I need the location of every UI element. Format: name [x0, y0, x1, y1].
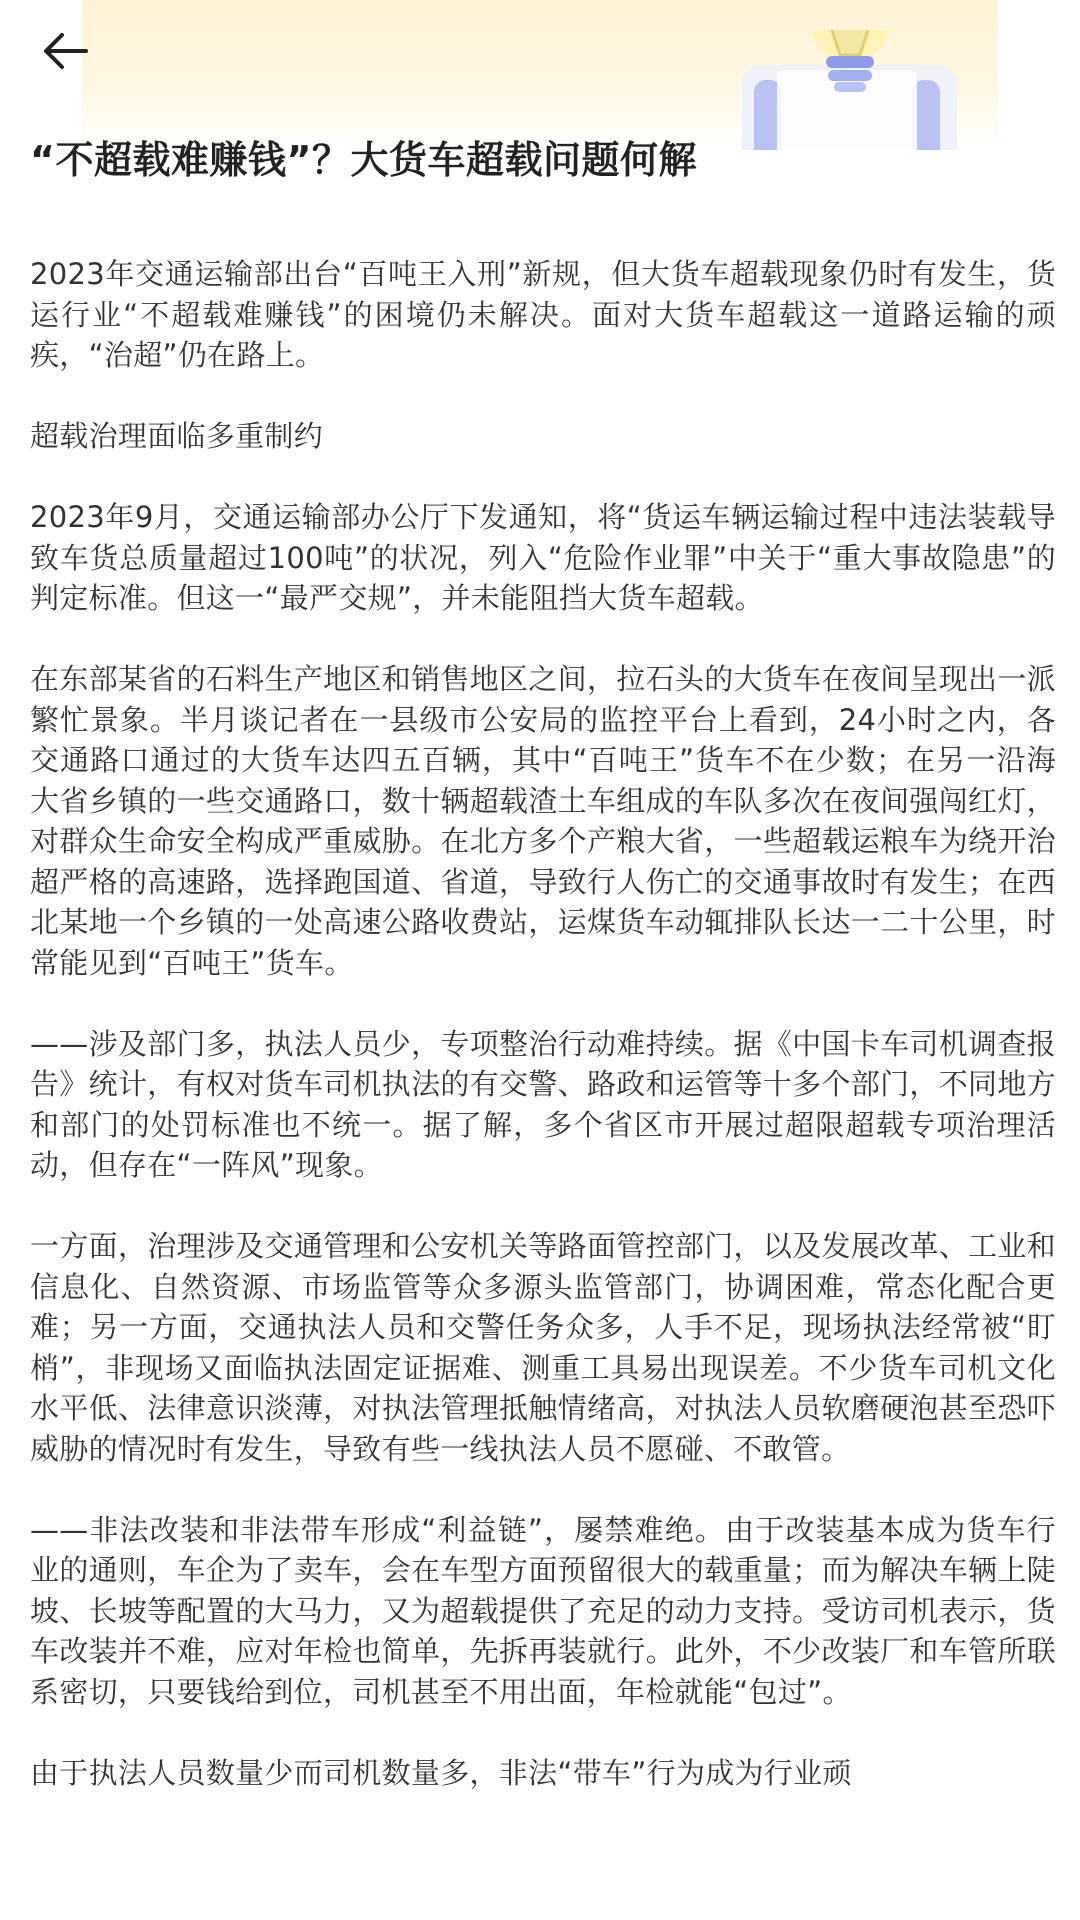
- article-title: “不超载难赚钱”？大货车超载问题何解: [30, 138, 697, 182]
- article-paragraph: ——涉及部门多，执法人员少，专项整治行动难持续。据《中国卡车司机调查报告》统计，有权对货车司机执法的有交警、路政和运管等十多个部门，不同地方和部门的处罚标准也不统一。据了解，多个省区市开展过超限超载专项治理活动，但存在“一阵风”现象。: [30, 1026, 1056, 1182]
- article: [30, 132, 1056, 1834]
- article-paragraph: 2023年交通运输部出台“百吨王入刑”新规，但大货车超载现象仍时有发生，货运行业“不超载难赚钱”的困境仍未解决。面对大货车超载这一道路运输的顽疾，“治超”仍在路上。: [30, 257, 1056, 372]
- arrow-left-icon: [40, 31, 90, 71]
- back-button[interactable]: [30, 16, 100, 86]
- section-heading: 超载治理面临多重制约: [30, 419, 324, 453]
- header-banner: [82, 0, 998, 150]
- article-paragraph: 一方面，治理涉及交通管理和公安机关等路面管控部门，以及发展改革、工业和信息化、自然资源、市场监管等众多源头监管部门，协调困难，常态化配合更难；另一方面，交通执法人员和交警任务众多，人手不足，现场执法经常被“盯梢”，非现场又面临执法固定证据难、测重工具易出现误差。不少货车司机文化水平低、法律意识淡薄，对执法管理抵触情绪高，对执法人员软磨硬泡甚至恐吓威胁的情况时有发生，导致有些一线执法人员不愿碰、不敢管。: [30, 1229, 1056, 1466]
- article-paragraph: 在东部某省的石料生产地区和销售地区之间，拉石头的大货车在夜间呈现出一派繁忙景象。半月谈记者在一县级市公安局的监控平台上看到，24小时之内，各交通路口通过的大货车达四五百辆，其中“百吨王”货车不在少数；在另一沿海大省乡镇的一些交通路口，数十辆超载渣土车组成的车队多次在夜间强闯红灯，对群众生命安全构成严重威胁。在北方多个产粮大省，一些超载运粮车为绕开治超严格的高速路，选择跑国道、省道，导致行人伤亡的交通事故时有发生；在西北某地一个乡镇的一处高速公路收费站，运煤货车动辄排队长达一二十公里，时常能见到“百吨王”货车。: [30, 662, 1056, 980]
- article-paragraph: ——非法改装和非法带车形成“利益链”，屡禁难绝。由于改装基本成为货车行业的通则，车企为了卖车，会在车型方面预留很大的载重量；而为解决车辆上陡坡、长坡等配置的大马力，又为超载提供了充足的动力支持。受访司机表示，货车改装并不难，应对年检也简单，先拆再装就行。此外，不少改装厂和车管所联系密切，只要钱给到位，司机甚至不用出面，年检就能“包过”。: [30, 1512, 1056, 1709]
- article-paragraph: 由于执法人员数量少而司机数量多，非法“带车”行为成为行业顽: [30, 1755, 852, 1790]
- article-paragraph: 2023年9月，交通运输部办公厅下发通知，将“货运车辆运输过程中违法装载导致车货总质量超过100吨”的状况，列入“危险作业罪”中关于“重大事故隐患”的判定标准。但这一“最严交规”，并未能阻挡大货车超载。: [30, 500, 1056, 615]
